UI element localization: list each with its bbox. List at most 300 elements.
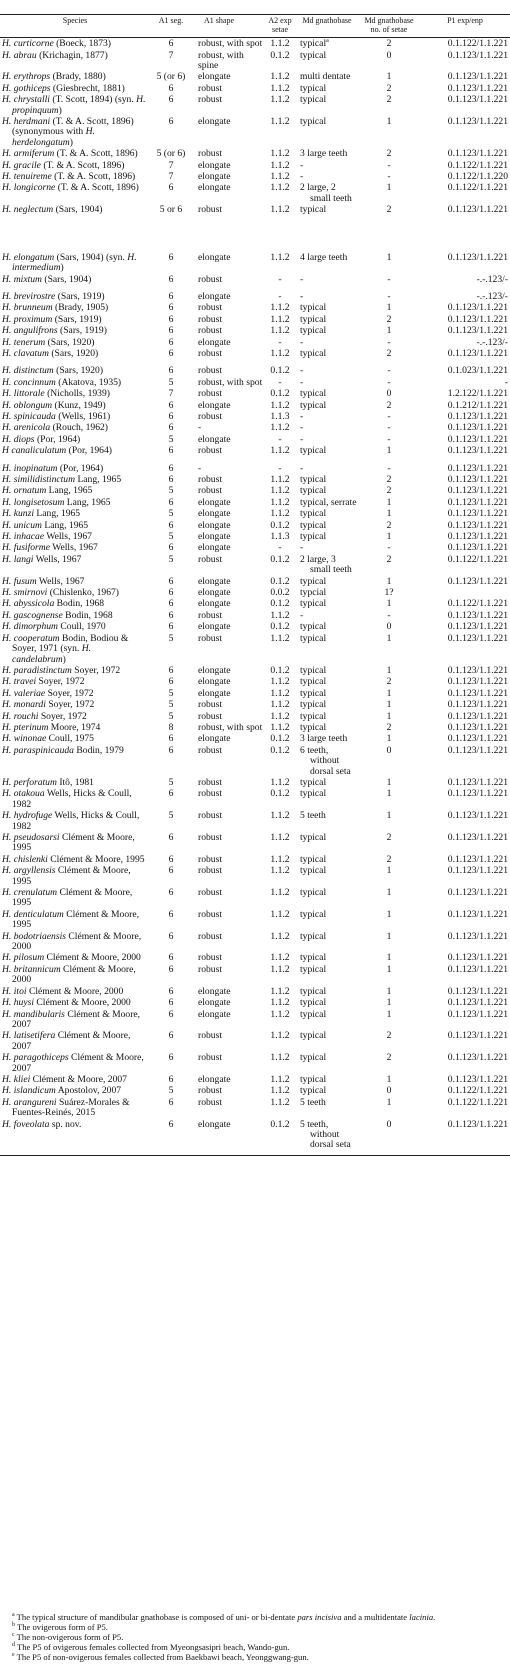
species-name (2, 95, 146, 116)
a1-shape-cell: elongate (198, 171, 231, 183)
md-gnathobase-cell (296, 676, 358, 687)
md-gnathobase-cell (296, 1085, 358, 1096)
md-setae-count-cell: 1 (386, 575, 392, 587)
species-authority: Lang, 1965 (66, 496, 111, 508)
a1-shape-cell: elongate (198, 519, 231, 531)
species-cell (0, 520, 150, 531)
species-name (2, 778, 146, 788)
a1-shape-cell: robust (198, 148, 222, 160)
a2-exp-setae-cell: 1.1.2 (270, 710, 290, 722)
md-gnathobase-cell (296, 964, 358, 986)
md-gnathobase-cell (296, 291, 358, 302)
species-authority: Coull, 1975 (48, 733, 94, 745)
a1-seg-cell: 6 (168, 365, 174, 377)
species-epithet: crenulatum (13, 887, 58, 899)
a2-exp-setae-cell: 1.1.2 (270, 721, 290, 733)
a2-exp-setae-cell: 1.1.2 (270, 687, 290, 699)
a1-seg-cell: 6 (168, 676, 174, 688)
header-a1-shape: A1 shape (192, 15, 264, 38)
a1-shape-cell: elongate (198, 182, 231, 194)
species-epithet: fusiforme (13, 542, 50, 554)
md-setae-count-cell: - (387, 609, 391, 621)
md-gnathobase-value: typical (300, 325, 327, 337)
md-gnathobase-cell (296, 633, 358, 665)
footnote (0, 1622, 510, 1632)
md-setae-count-cell: 2 (386, 676, 392, 688)
md-gnathobase-text (300, 965, 357, 975)
species-epithet: longisetosum (13, 496, 65, 508)
md-gnathobase-text (300, 338, 357, 348)
a2-exp-setae-cell: 1.1.3 (270, 531, 290, 543)
md-gnathobase-cell (296, 554, 358, 576)
a2-exp-setae-cell: 0.0.2 (270, 587, 290, 599)
p1-formula-cell: 0.1.123/1.1.221 (447, 632, 508, 644)
a2-exp-setae-cell: 1.1.2 (270, 485, 290, 497)
md-gnathobase-value: typical (300, 38, 327, 50)
species-authority: (Sars, 1904) (55, 204, 103, 216)
md-setae-count-cell: - (387, 159, 391, 171)
md-gnathobase-cell (296, 733, 358, 744)
species-authority: Clément & Moore, 2000 (46, 952, 141, 964)
a2-exp-setae-cell: 0.1.2 (270, 744, 290, 756)
species-epithet: huysi (13, 997, 34, 1009)
species-epithet: abyssicola (13, 598, 55, 610)
md-gnathobase-cell (296, 400, 358, 411)
md-gnathobase-value: 3 large teeth (300, 148, 348, 160)
md-gnathobase-text (300, 734, 357, 744)
footnote (0, 1652, 510, 1662)
md-gnathobase-value: typical (300, 485, 327, 497)
a1-shape-cell: elongate (198, 676, 231, 688)
table-row (0, 1085, 510, 1096)
species-name (2, 435, 146, 445)
table-row (0, 964, 510, 986)
a1-shape-cell: elongate (198, 251, 231, 263)
md-setae-count-cell: 0 (386, 49, 392, 61)
table-body (0, 38, 510, 1156)
species-name (2, 401, 146, 411)
species-epithet: spinicauda (13, 410, 56, 422)
species-genus: H. (2, 313, 12, 325)
md-setae-count-cell: 1 (386, 733, 392, 745)
species-cell (0, 1119, 150, 1156)
table-row (0, 388, 510, 399)
table-row (0, 909, 510, 931)
species-genus: H. (2, 710, 12, 722)
a2-exp-setae-cell: 1.1.2 (270, 776, 290, 788)
p1-formula-cell: 0.1.123/1.1.221 (447, 542, 508, 554)
md-gnathobase-text (300, 446, 357, 456)
a1-seg-cell: 6 (168, 664, 174, 676)
a1-seg-cell: 6 (168, 410, 174, 422)
species-epithet: smirnovi (13, 587, 48, 599)
species-epithet: canaliculatum (11, 445, 67, 457)
md-gnathobase-value: - (300, 290, 304, 302)
a2-exp-setae-cell: 1.1.2 (270, 325, 290, 337)
species-cell (0, 365, 150, 376)
p1-formula-cell: 0.1.123/1.1.221 (447, 485, 508, 497)
table-row (0, 252, 510, 274)
p1-formula-cell: 0.1.122/1.1.221 (447, 38, 508, 50)
a2-exp-setae-cell: 1.1.2 (270, 302, 290, 314)
md-setae-count-cell: 2 (386, 553, 392, 565)
a1-shape-cell: elongate (198, 997, 231, 1009)
species-epithet: ornatum (13, 485, 47, 497)
a1-seg-cell: 6 (168, 251, 174, 263)
species-cell (0, 1085, 150, 1096)
a1-shape-cell: robust (198, 832, 222, 843)
md-gnathobase-cell (296, 688, 358, 699)
species-authority: Bodin, 1979 (76, 744, 124, 756)
species-name (2, 366, 146, 376)
table-row (0, 997, 510, 1008)
species-name (2, 84, 146, 94)
species-name (2, 117, 146, 148)
md-gnathobase-value: typical (300, 664, 327, 676)
md-gnathobase-value: typical (300, 598, 327, 610)
a2-exp-setae-cell: 1.1.2 (270, 171, 290, 183)
md-setae-count-cell: 2 (386, 1030, 392, 1042)
md-gnathobase-text (300, 622, 357, 632)
species-cell (0, 531, 150, 542)
species-comparison-table (0, 14, 510, 1156)
a1-shape-cell: elongate (198, 1073, 231, 1085)
md-setae-count-cell: 1 (386, 1008, 392, 1020)
a1-shape-cell: robust, with spot (198, 38, 263, 50)
species-name (2, 700, 146, 710)
species-authority: Wells, 1967 (35, 553, 82, 565)
species-name (2, 734, 146, 744)
species-name (2, 253, 146, 274)
species-epithet: kunzi (13, 508, 34, 520)
a2-exp-setae-cell: 1.1.2 (270, 496, 290, 508)
a2-exp-setae-cell: 1.1.2 (270, 609, 290, 621)
species-cell (0, 400, 150, 411)
md-gnathobase-text (300, 349, 357, 359)
md-setae-count-cell: 2 (386, 204, 392, 216)
p1-formula-cell: 0.1.123/1.1.221 (447, 575, 508, 587)
table-footnotes (0, 1612, 510, 1662)
md-gnathobase-text (300, 326, 357, 336)
a1-shape-cell: robust (198, 553, 222, 565)
md-gnathobase-value: - (300, 422, 304, 434)
species-epithet: neglectum (13, 204, 54, 216)
species-cell (0, 610, 150, 621)
a1-shape-cell: elongate (198, 733, 231, 745)
p1-formula-cell: 0.1.023/1.1.221 (447, 365, 508, 377)
p1-formula-cell: 0.1.123/1.1.221 (447, 251, 508, 263)
md-gnathobase-text (300, 833, 357, 843)
md-gnathobase-value: typical (300, 721, 327, 733)
species-authority: Lang, 1965 (44, 519, 89, 531)
species-epithet: itoi (13, 985, 27, 997)
md-gnathobase-cell (296, 576, 358, 587)
md-gnathobase-cell (296, 531, 358, 542)
a2-exp-setae-cell: 1.1.2 (270, 865, 290, 877)
species-genus: H. (2, 553, 12, 565)
species-genus: H. (2, 887, 12, 899)
species-genus: H. (2, 721, 12, 733)
a2-exp-setae-cell: - (278, 462, 282, 474)
species-cell (0, 952, 150, 963)
species-authority: Clément & Moore, 2007 (12, 1052, 144, 1074)
species-cell (0, 171, 150, 182)
species-genus: H. (2, 485, 12, 497)
species-genus: H. (2, 997, 12, 1009)
md-gnathobase-cell (296, 474, 358, 485)
a1-seg-cell: 6 (168, 1073, 174, 1085)
md-setae-count-cell: 1 (386, 997, 392, 1009)
species-genus: H. (2, 676, 12, 688)
a1-seg-cell: 6 (168, 1030, 174, 1042)
md-setae-count-cell: 1 (386, 710, 392, 722)
md-gnathobase-value: typical (300, 1008, 327, 1020)
a2-exp-setae-cell: 1.1.2 (270, 251, 290, 263)
table-row (0, 745, 510, 777)
p1-formula-cell: 0.1.123/1.1.221 (447, 148, 508, 160)
species-epithet: angulifrons (13, 325, 58, 337)
species-name (2, 622, 146, 632)
p1-formula-cell: 0.1.123/1.1.221 (447, 1052, 508, 1064)
a1-seg-cell: 6 (168, 887, 174, 899)
species-authority: Wells, 1967 (52, 542, 98, 554)
md-gnathobase-value: typical (300, 621, 327, 633)
md-gnathobase-cell (296, 497, 358, 508)
species-name (2, 389, 146, 399)
species-name (2, 486, 146, 496)
species-name (2, 998, 146, 1008)
p1-formula-cell: 0.1.123/1.1.221 (447, 887, 508, 899)
table-row (0, 676, 510, 687)
a2-exp-setae-cell: 1.1.2 (270, 399, 290, 411)
md-gnathobase-cell (296, 71, 358, 82)
species-genus: H. (2, 699, 12, 711)
species-name (2, 910, 146, 931)
a1-shape-cell: robust (198, 887, 222, 899)
species-epithet: distinctum (13, 365, 54, 377)
p1-formula-cell: 0.1.212/1.1.221 (447, 399, 508, 411)
species-authority: (Sars, 1920) (56, 365, 104, 377)
table-row (0, 325, 510, 336)
table-row (0, 722, 510, 733)
p1-formula-cell: 0.1.123/1.1.221 (447, 519, 508, 531)
species-authority: (Sars, 1919) (60, 325, 107, 337)
species-name (2, 183, 146, 193)
p1-formula-cell: 0.1.123/1.1.221 (447, 721, 508, 733)
md-gnathobase-value: typical (300, 963, 327, 975)
table-row (0, 832, 510, 854)
md-gnathobase-text (300, 303, 357, 313)
species-epithet: kliei (13, 1073, 31, 1085)
footnote-mark: a (12, 1612, 15, 1619)
a2-exp-setae-cell: 1.1.2 (270, 908, 290, 920)
species-authority: Bodin, Bodiou & Soyer, 1971 (syn. (12, 632, 129, 655)
table-row (0, 94, 510, 116)
species-genus: H. (2, 1096, 12, 1108)
species-name (2, 689, 146, 699)
md-gnathobase-text (300, 161, 357, 171)
md-gnathobase-cell (296, 252, 358, 274)
table-row (0, 952, 510, 963)
md-gnathobase-cell (296, 665, 358, 676)
species-cell (0, 621, 150, 632)
table-row (0, 1052, 510, 1074)
table-row (0, 411, 510, 422)
synonym-close: ) (58, 104, 62, 116)
species-authority: Soyer, 1972 (38, 676, 85, 688)
species-epithet: latisetifera (13, 1030, 56, 1042)
species-name (2, 555, 146, 565)
p1-formula-cell: - (504, 376, 508, 388)
p1-formula-cell: 0.1.122/1.1.221 (447, 182, 508, 194)
species-cell (0, 1030, 150, 1052)
species-authority: Clément & Moore, 2007 (12, 1008, 141, 1030)
md-setae-count-cell: 0 (386, 1085, 392, 1097)
species-authority: Clément & Moore, 2007 (32, 1073, 127, 1085)
synonym-close: ) (60, 262, 64, 274)
species-cell (0, 1052, 150, 1074)
md-setae-count-cell: 1 (386, 865, 392, 877)
a2-exp-setae-cell: 1.1.2 (270, 952, 290, 964)
species-epithet: cooperatum (13, 632, 60, 644)
md-gnathobase-text (300, 1120, 357, 1151)
a1-seg-cell: 6 (168, 598, 174, 610)
header-md-gnathobase: Md gnathobase (296, 15, 358, 38)
a1-seg-cell: 6 (168, 94, 174, 106)
a1-seg-cell: 6 (168, 542, 174, 554)
table-row (0, 1009, 510, 1031)
p1-formula-cell: 0.1.123/1.1.221 (447, 810, 508, 822)
species-genus: H. (2, 82, 12, 94)
md-setae-count-cell: 1 (386, 788, 392, 800)
p1-formula-cell: -.-.123/- (476, 273, 508, 285)
md-gnathobase-cell (296, 377, 358, 388)
table-row (0, 531, 510, 542)
p1-formula-cell: 0.1.123/1.1.221 (447, 94, 508, 106)
species-epithet: herdmani (13, 116, 51, 128)
md-gnathobase-text (300, 987, 357, 997)
md-gnathobase-cell (296, 337, 358, 348)
a1-seg-cell: 6 (168, 313, 174, 325)
md-gnathobase-text (300, 498, 357, 508)
species-epithet: armiferum (13, 148, 55, 160)
a1-shape-cell: robust (198, 1030, 222, 1042)
a1-seg-cell: 5 (168, 508, 174, 520)
species-epithet: winonae (13, 733, 47, 745)
species-cell (0, 445, 150, 456)
species-epithet: langi (13, 553, 34, 565)
md-gnathobase-cell (296, 745, 358, 777)
md-gnathobase-value: 2 large, 3 small teeth (300, 553, 352, 576)
footnote-text: The non-ovigerous form of P5. (16, 1632, 124, 1642)
species-epithet: erythrops (13, 71, 51, 83)
species-cell (0, 587, 150, 598)
a2-exp-setae-cell: 1.1.2 (270, 71, 290, 83)
md-setae-count-cell: - (387, 410, 391, 422)
md-setae-count-cell: 1 (386, 664, 392, 676)
p1-formula-cell: 0.1.123/1.1.221 (447, 422, 508, 434)
md-gnathobase-value: typical (300, 952, 327, 964)
a1-shape-cell: robust (198, 325, 222, 337)
species-authority: (Nicholls, 1939) (47, 388, 110, 400)
md-gnathobase-text (300, 723, 357, 733)
species-name (2, 498, 146, 508)
p1-formula-cell: 0.1.123/1.1.221 (447, 302, 508, 314)
species-epithet: diops (13, 433, 35, 445)
footnote-text: pars incisiva (297, 1612, 342, 1622)
species-epithet: inopinatum (13, 462, 58, 474)
a1-seg-cell: 5 (or 6) (156, 148, 186, 160)
a1-seg-cell: 5 or 6 (159, 204, 183, 216)
p1-formula-cell: -.-.123/- (476, 336, 508, 348)
md-gnathobase-value: 4 large teeth (300, 251, 348, 263)
footnote (0, 1642, 510, 1652)
md-setae-count-cell: 2 (386, 485, 392, 497)
md-gnathobase-cell (296, 854, 358, 865)
p1-formula-cell: 0.1.122/1.1.221 (447, 1085, 508, 1097)
md-setae-count-cell: 2 (386, 347, 392, 359)
table-header-row (0, 15, 510, 38)
md-setae-count-cell: - (387, 376, 391, 388)
a2-exp-setae-cell: 0.1.2 (270, 598, 290, 610)
md-gnathobase-value: typical (300, 853, 327, 865)
p1-formula-cell: 0.1.123/1.1.221 (447, 853, 508, 865)
md-gnathobase-text (300, 149, 357, 159)
species-epithet: littorale (13, 388, 45, 400)
p1-formula-cell: 0.1.123/1.1.221 (447, 832, 508, 843)
p1-formula-cell: 0.1.122/1.1.220 (447, 171, 508, 183)
md-gnathobase-text (300, 172, 357, 182)
a1-shape-cell: robust (198, 1085, 222, 1097)
a1-seg-cell: 6 (168, 997, 174, 1009)
table-row (0, 621, 510, 632)
species-name (2, 746, 146, 756)
table-row (0, 587, 510, 598)
species-name (2, 811, 146, 832)
species-cell (0, 302, 150, 313)
a1-seg-cell: 6 (168, 788, 174, 800)
species-epithet: islandicum (13, 1085, 56, 1097)
p1-formula-cell: 0.1.123/1.1.221 (447, 433, 508, 445)
md-gnathobase-value: typical (300, 204, 327, 216)
p1-formula-cell: 0.1.123/1.1.221 (447, 710, 508, 722)
p1-formula-cell: 0.1.123/1.1.221 (447, 865, 508, 877)
species-name (2, 611, 146, 621)
species-authority: Moore, 1974 (50, 721, 101, 733)
species-epithet: unicum (13, 519, 42, 531)
species-epithet: mandibularis (13, 1008, 65, 1020)
species-cell (0, 71, 150, 82)
md-gnathobase-text (300, 666, 357, 676)
md-gnathobase-value: typical (300, 632, 327, 644)
table-row (0, 931, 510, 953)
p1-formula-cell: 0.1.123/1.1.221 (447, 788, 508, 800)
synonym-genus: H. (136, 94, 146, 106)
a2-exp-setae-cell: 0.1.2 (270, 519, 290, 531)
species-epithet: arangureni (13, 1096, 57, 1108)
species-name (2, 677, 146, 687)
md-gnathobase-value: typical (300, 687, 327, 699)
p1-formula-cell: 0.1.123/1.1.221 (447, 963, 508, 975)
p1-formula-cell: 0.1.123/1.1.221 (420, 1119, 510, 1156)
p1-formula-cell: 0.1.122/1.1.221 (447, 553, 508, 565)
footnote-mark: e (12, 1652, 15, 1659)
species-epithet: paraspinicauda (13, 744, 74, 756)
md-gnathobase-value: typical (300, 399, 327, 411)
table-row (0, 377, 510, 388)
species-genus: H. (2, 832, 12, 843)
a2-exp-setae-cell: 1.1.2 (270, 997, 290, 1009)
